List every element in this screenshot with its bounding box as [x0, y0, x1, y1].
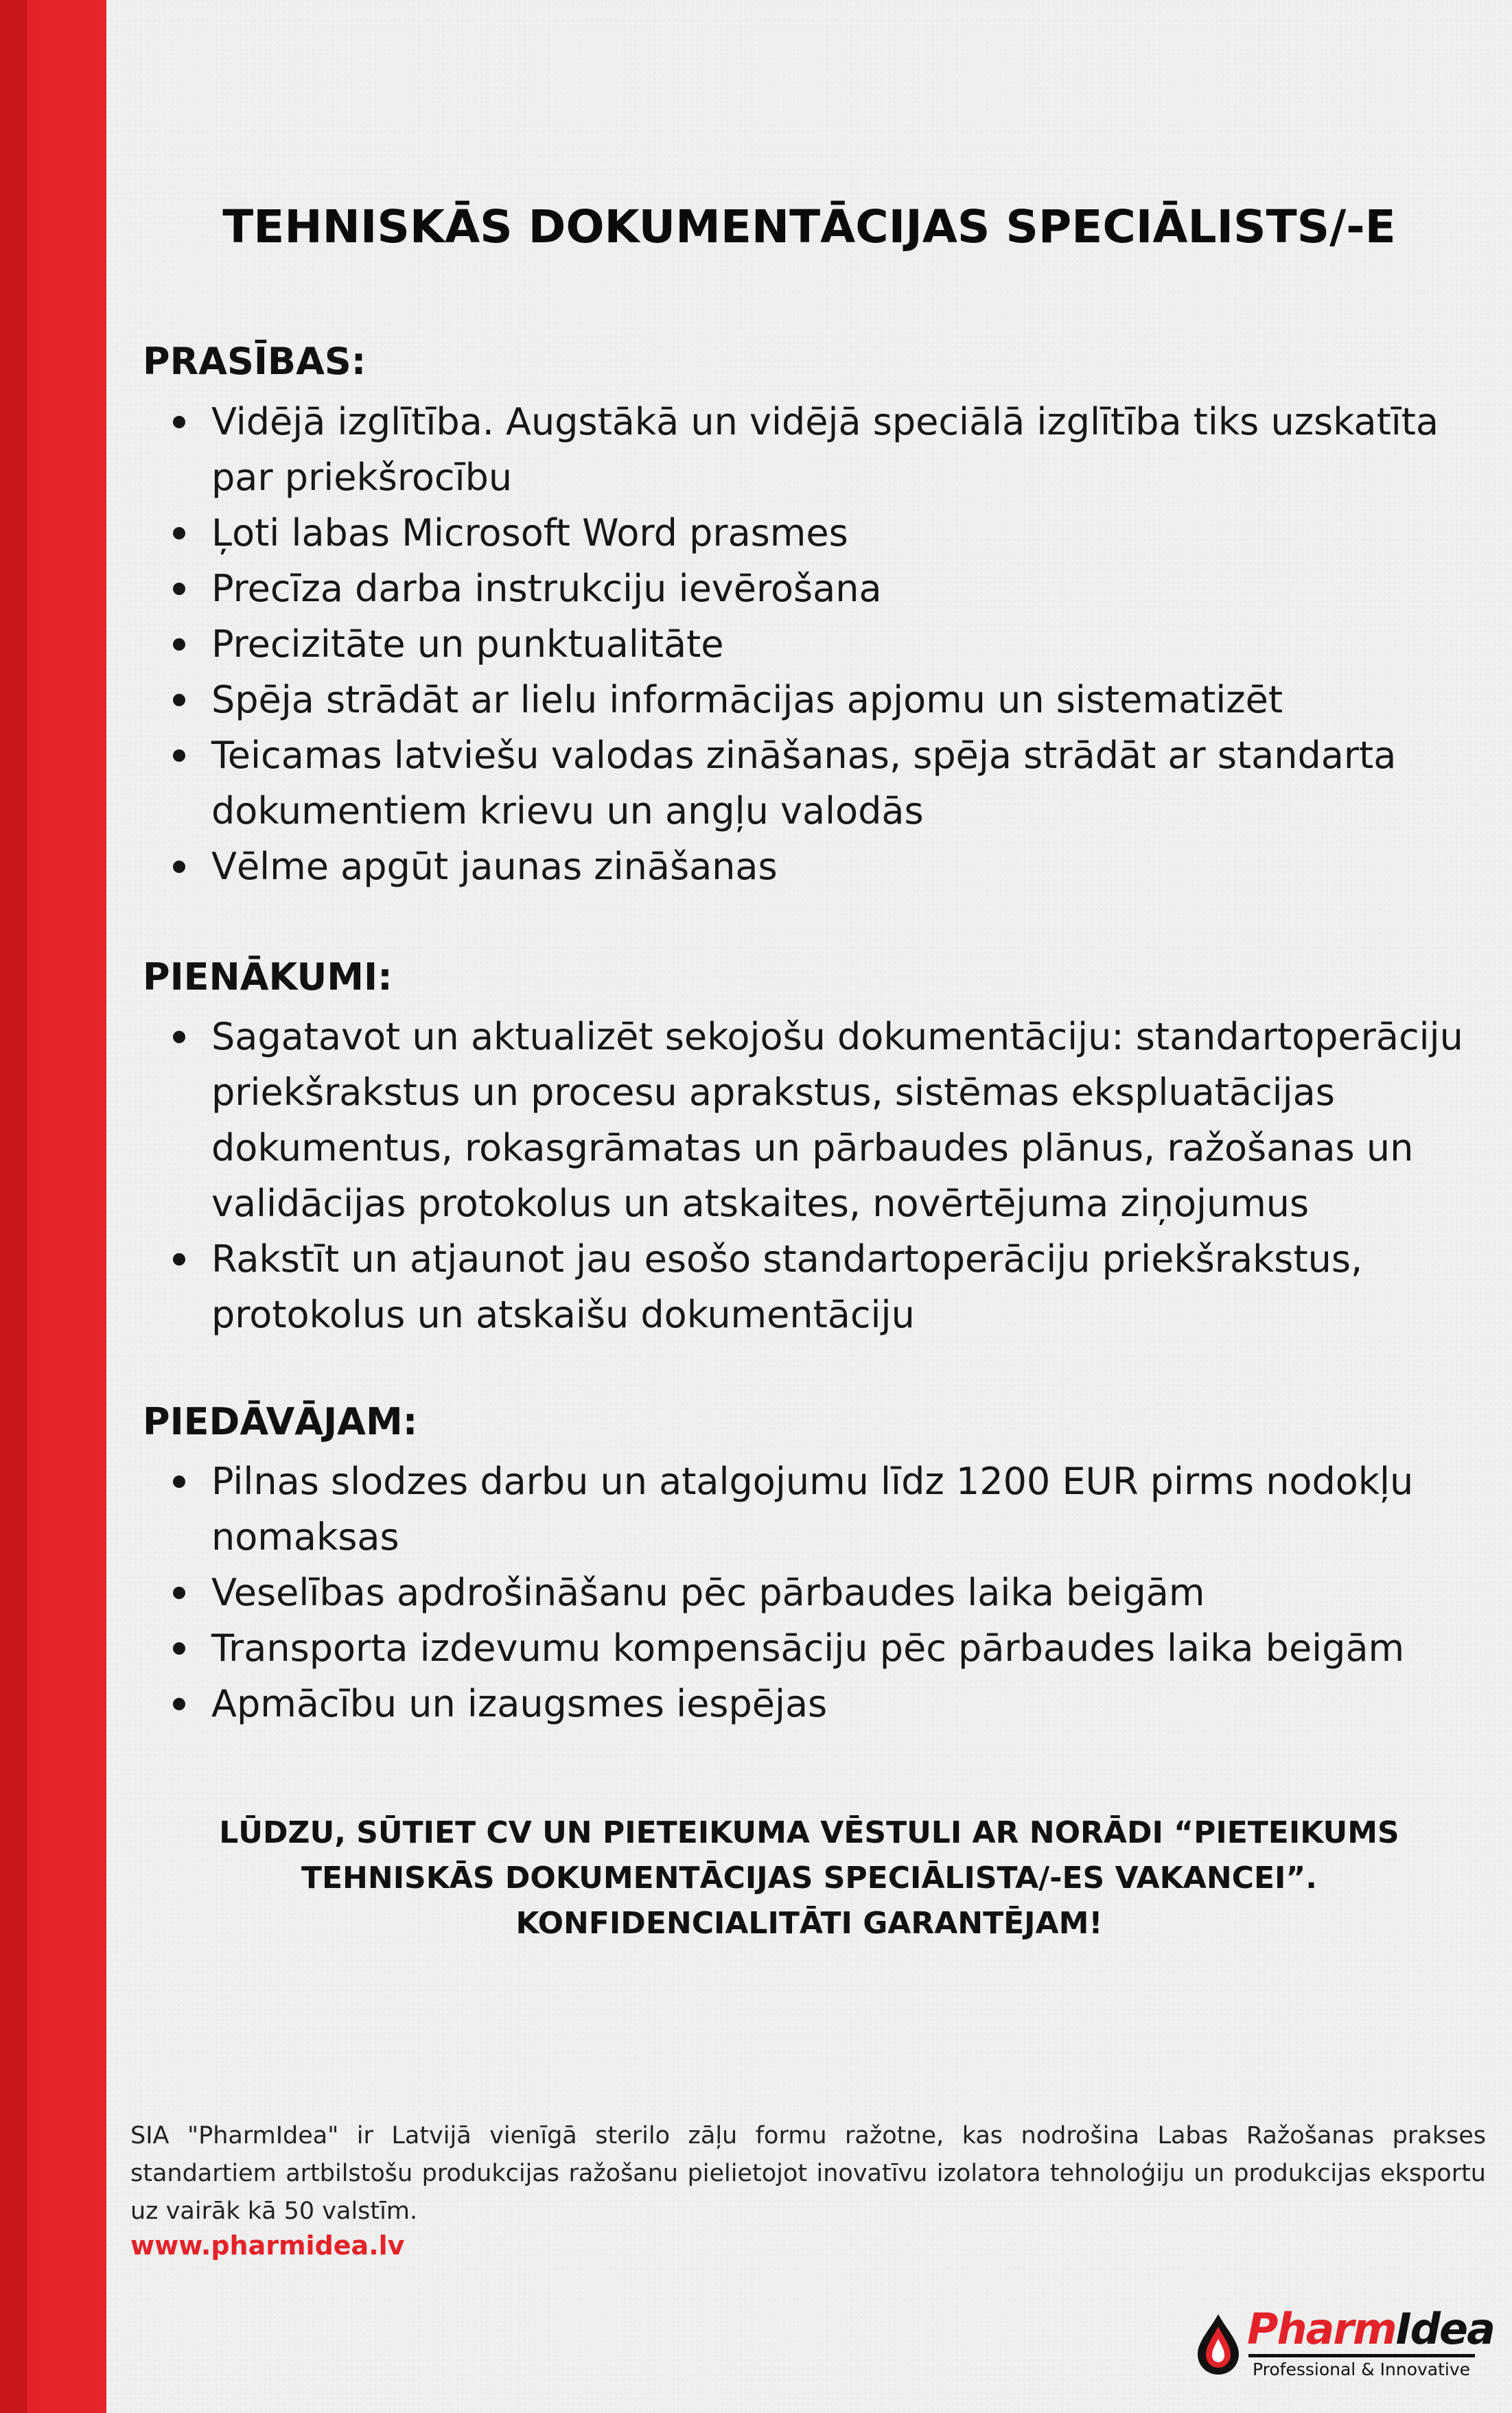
bullet-icon	[173, 416, 185, 428]
list-item: Apmācību un izaugsmes iespējas	[165, 1676, 1469, 1732]
page-title: TEHNISKĀS DOKUMENTĀCIJAS SPECIĀLISTS/-E	[222, 200, 1396, 253]
bullet-icon	[173, 583, 185, 595]
list-item: Precizitāte un punktualitāte	[165, 616, 1469, 672]
drop-icon	[1191, 2311, 1246, 2377]
logo-wordmark-part2: Idea	[1395, 2304, 1494, 2354]
list-item: Precīza darba instrukciju ievērošana	[165, 561, 1469, 616]
list-item: Sagatavot un aktualizēt sekojošu dokumentāciju: standartoperāciju priekšrakstus un procesu aprakstus, sistēmas ekspluatācijas dokumentus, rokasgrāmatas un pārbaudes plānus, ražošanas un validācijas protokolus un atskaites, novērtējuma ziņojumus	[165, 1009, 1469, 1231]
bullet-icon	[173, 861, 185, 873]
list-item: Transporta izdevumu kompensāciju pēc pārbaudes laika beigām	[165, 1620, 1469, 1676]
list-item: Teicamas latviešu valodas zināšanas, spēja strādāt ar standarta dokumentiem krievu un angļu valodās	[165, 727, 1469, 839]
list-item: Rakstīt un atjaunot jau esošo standartoperāciju priekšrakstus, protokolus un atskaišu dokumentāciju	[165, 1231, 1469, 1342]
list-item: Vēlme apgūt jaunas zināšanas	[165, 839, 1469, 894]
bullet-icon	[173, 694, 185, 706]
bullet-icon	[173, 1642, 185, 1655]
list-item: Pilnas slodzes darbu un atalgojumu līdz 1200 EUR pirms nodokļu nomaksas	[165, 1454, 1469, 1565]
bullet-icon	[173, 1031, 185, 1043]
red-side-bar-edge	[0, 0, 27, 2413]
duties-heading: PIENĀKUMI:	[143, 955, 393, 999]
bullet-icon	[173, 638, 185, 651]
bullet-icon	[173, 1698, 185, 1710]
website-link[interactable]: www.pharmidea.lv	[130, 2230, 405, 2261]
bullet-icon	[173, 527, 185, 539]
logo-tagline: Professional & Innovative	[1253, 2359, 1471, 2379]
offer-heading: PIEDĀVĀJAM:	[143, 1400, 418, 1443]
list-item: Veselības apdrošināšanu pēc pārbaudes laika beigām	[165, 1565, 1469, 1620]
company-logo	[1191, 2304, 1494, 2381]
duties-list	[165, 1009, 1469, 1342]
company-description: SIA "PharmIdea" ir Latvijā vienīgā sterilo zāļu formu ražotne, kas nodrošina Labas Ražošanas prakses standartiem artbilstošu produkcijas ražošanu pielietojot inovatīvu izolatora tehnoloģiju un produkcijas eksportu uz vairāk kā 50 valstīm.	[130, 2122, 1486, 2225]
bullet-icon	[173, 1253, 185, 1266]
bullet-icon	[173, 749, 185, 762]
bullet-icon	[173, 1476, 185, 1488]
logo-underline	[1248, 2354, 1475, 2357]
requirements-heading: PRASĪBAS:	[143, 340, 367, 383]
cta-line: TEHNISKĀS DOKUMENTĀCIJAS SPECIĀLISTA/-ES VAKANCEI”.	[301, 1861, 1318, 1896]
list-item: Ļoti labas Microsoft Word prasmes	[165, 505, 1469, 561]
offer-list	[165, 1454, 1469, 1732]
requirements-list	[165, 394, 1469, 894]
logo-wordmark-part1: Pharm	[1247, 2304, 1396, 2354]
bullet-icon	[173, 1587, 185, 1599]
call-to-action	[106, 1810, 1512, 1946]
logo-wordmark	[1247, 2304, 1494, 2354]
cta-line: KONFIDENCIALITĀTI GARANTĒJAM!	[515, 1906, 1103, 1941]
cta-line: LŪDZU, SŪTIET CV UN PIETEIKUMA VĒSTULI AR NORĀDI “PIETEIKUMS	[219, 1815, 1399, 1850]
list-item: Vidējā izglītība. Augstākā un vidējā speciālā izglītība tiks uzskatīta par priekšrocību	[165, 394, 1469, 505]
list-item: Spēja strādāt ar lielu informācijas apjomu un sistematizēt	[165, 672, 1469, 727]
